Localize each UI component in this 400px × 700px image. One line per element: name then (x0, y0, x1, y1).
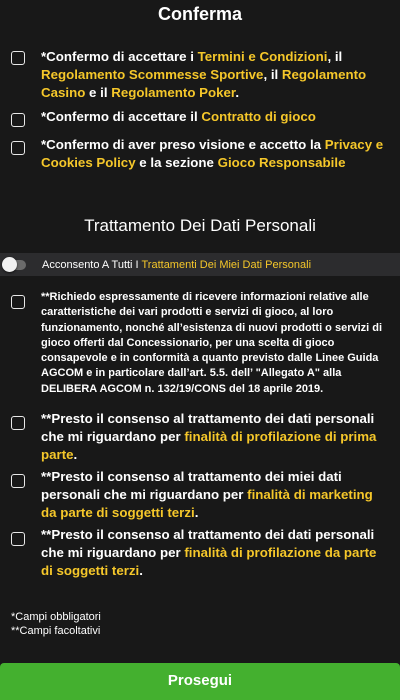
privacy-consent-row (11, 134, 386, 172)
third-party-profiling-row (11, 526, 386, 580)
sports-betting-rules-link[interactable]: Regolamento Scommesse Sportive (41, 67, 264, 82)
contract-consent-row (11, 106, 386, 127)
poker-rules-link[interactable]: Regolamento Poker (111, 85, 236, 100)
marketing-info-row (11, 290, 386, 397)
toggle-switch-icon[interactable] (4, 260, 26, 270)
continue-button[interactable]: Prosegui (0, 663, 400, 700)
first-party-profiling-text: **Presto il consenso al trattamento dei dati personali che mi riguardano per finalità di profilazione di prima parte. (41, 411, 377, 462)
terms-checkbox[interactable] (11, 51, 25, 65)
terms-consent-text: *Confermo di accettare i Termini e Condizioni, il Regolamento Scommesse Sportive, il Regolamento Casino e il Regolamento Poker. (41, 49, 367, 100)
toggle-knob (2, 257, 17, 272)
third-party-profiling-checkbox[interactable] (11, 532, 25, 546)
third-party-marketing-link[interactable]: finalità di marketing da parte di soggetti terzi (41, 487, 373, 520)
accept-all-bar (0, 253, 400, 276)
required-note: *Campi obbligatori (11, 611, 101, 623)
third-party-profiling-text: **Presto il consenso al trattamento dei dati personali che mi riguardano per finalità di profilazione da parte di soggetti terzi. (41, 527, 377, 578)
responsible-gaming-link[interactable]: Gioco Responsabile (217, 155, 346, 170)
marketing-info-text: **Richiedo espressamente di ricevere informazioni relative alle caratteristiche dei vari prodotti e servizi di gioco, al loro funzionamento, nonché all’esistenza di nuovi prodotti o servizi di gioco offerti dal Concessionario, per una scelta di gioco consapevole e in conformità a quanto previsto dalle Linee Guida AGCOM e in particolare dall’art. 5.5. dell’ "Allegato A" alla DELIBERA AGCOM n. 132/19/CONS del 18 aprile 2019. (41, 291, 383, 395)
privacy-checkbox[interactable] (11, 141, 25, 155)
marketing-info-checkbox[interactable] (11, 295, 25, 309)
first-party-profiling-link[interactable]: finalità di profilazione di prima parte (41, 429, 377, 462)
terms-link[interactable]: Termini e Condizioni (197, 49, 328, 64)
third-party-marketing-row (11, 468, 386, 522)
contract-consent-text: *Confermo di accettare il Contratto di gioco (41, 109, 316, 124)
accept-all-label: Acconsento A Tutti I Trattamenti Dei Miei Dati Personali (42, 258, 312, 271)
privacy-policy-link[interactable]: Privacy e Cookies Policy (41, 137, 384, 170)
field-notes (11, 610, 101, 638)
optional-note: **Campi facoltativi (11, 625, 101, 637)
page-title: Conferma (157, 4, 242, 24)
terms-consent-row (11, 44, 386, 102)
contract-link[interactable]: Contratto di gioco (201, 109, 316, 124)
contract-checkbox[interactable] (11, 113, 25, 127)
privacy-consent-text: *Confermo di aver preso visione e accetto la Privacy e Cookies Policy e la sezione Gioco Responsabile (41, 137, 384, 170)
third-party-marketing-checkbox[interactable] (11, 474, 25, 488)
first-party-profiling-checkbox[interactable] (11, 416, 25, 430)
data-processing-link[interactable]: Trattamenti Dei Miei Dati Personali (141, 258, 312, 271)
third-party-marketing-text: **Presto il consenso al trattamento dei miei dati personali che mi riguardano per finalità di marketing da parte di soggetti terzi. (41, 469, 373, 520)
first-party-profiling-row (11, 410, 386, 464)
third-party-profiling-link[interactable]: finalità di profilazione da parte di soggetti terzi (41, 545, 377, 578)
section-title: Trattamento Dei Dati Personali (84, 216, 316, 235)
casino-rules-link[interactable]: Regolamento Casino (41, 67, 367, 100)
